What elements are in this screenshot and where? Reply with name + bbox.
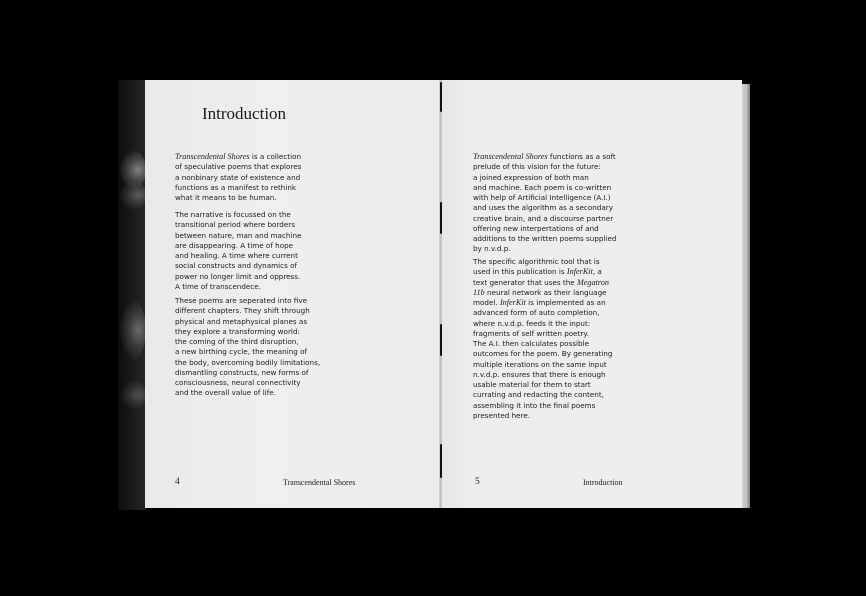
body-text: the body, overcoming bodily limitations, bbox=[175, 357, 321, 367]
body-text: a joined expression of both man bbox=[473, 172, 589, 182]
right-paragraph-1 bbox=[473, 152, 616, 255]
body-text: currating and redacting the content, bbox=[473, 390, 604, 400]
body-text: the coming of the third disruption, bbox=[175, 337, 299, 346]
body-text: neural network as their language bbox=[484, 287, 607, 297]
left-running-title: Transcendental Shores bbox=[283, 478, 356, 487]
body-text: and uses the algorithm as a secondary bbox=[473, 203, 613, 213]
left-paragraph-2 bbox=[175, 210, 301, 292]
italic-title-text: 11b bbox=[473, 287, 485, 297]
body-text: and healing. A time where current bbox=[175, 251, 298, 260]
body-text: functions as a soft bbox=[547, 152, 616, 161]
left-paragraph-1 bbox=[175, 152, 301, 203]
body-text: functions as a manifest to rethink bbox=[175, 182, 297, 192]
body-text: consciousness, neural connectivity bbox=[175, 378, 301, 387]
right-paragraph-2 bbox=[473, 257, 613, 421]
body-text: additions to the written poems supplied bbox=[473, 234, 617, 243]
body-text: A time of transcendece. bbox=[175, 281, 261, 291]
body-text: by n.v.d.p. bbox=[473, 244, 511, 254]
right-running-title: Introduction bbox=[583, 478, 623, 487]
body-text: they explore a transforming world: bbox=[175, 326, 300, 336]
body-text: model. bbox=[473, 298, 500, 307]
body-text: creative brain, and a discourse partner bbox=[473, 213, 614, 223]
body-text: is implemented as an bbox=[525, 298, 606, 307]
italic-title-text: InferKit bbox=[566, 267, 593, 277]
body-text: with help of Artificial Intelligence (A.I.) bbox=[473, 193, 611, 202]
body-text: outcomes for the poem. By generating bbox=[473, 349, 613, 359]
body-text: are disappearing. A time of hope bbox=[175, 240, 294, 250]
cover-swirl-image bbox=[120, 380, 146, 410]
body-text: and the overall value of life. bbox=[175, 388, 276, 398]
italic-title-text: Transcendental Shores bbox=[473, 152, 548, 161]
body-text: is a collection bbox=[249, 152, 302, 161]
cover-swirl-image bbox=[120, 300, 146, 360]
italic-title-text: Megatron bbox=[576, 277, 609, 287]
body-text: what it means to be human. bbox=[175, 193, 277, 202]
body-text: These poems are seperated into five bbox=[175, 296, 307, 305]
body-text: The narrative is focussed on the bbox=[175, 210, 291, 219]
cover-swirl-image bbox=[120, 180, 146, 210]
body-text: different chapters. They shift through bbox=[175, 306, 310, 316]
body-text: social constructs and dynamics of bbox=[175, 261, 298, 271]
body-text: , a bbox=[592, 267, 602, 277]
body-text: and machine. Each poem is co-written bbox=[473, 182, 612, 192]
body-text: advanced form of auto completion, bbox=[473, 308, 600, 318]
body-text: fragments of self written poetry. bbox=[473, 328, 589, 338]
body-text: n.v.d.p. ensures that there is enough bbox=[473, 369, 606, 379]
right-page-number: 5 bbox=[475, 477, 480, 487]
body-text: between nature, man and machine bbox=[175, 230, 302, 240]
left-page bbox=[145, 80, 441, 508]
body-text: The A.I. then calculates possible bbox=[473, 339, 590, 348]
italic-title-text: Transcendental Shores bbox=[175, 152, 250, 161]
left-page-number: 4 bbox=[175, 477, 180, 487]
body-text: text generator that uses the bbox=[473, 277, 577, 287]
body-text: dismantling constructs, new forms of bbox=[175, 367, 309, 377]
body-text: usable material for them to start bbox=[473, 380, 591, 389]
body-text: physical and metaphysical planes as bbox=[175, 316, 308, 326]
body-text: used in this publication is bbox=[473, 267, 567, 277]
body-text: a new birthing cycle, the meaning of bbox=[175, 347, 308, 357]
body-text: offering new interpertations of and bbox=[473, 223, 599, 233]
body-text: multiple iterations on the same input bbox=[473, 359, 607, 369]
body-text: power no longer limit and oppress. bbox=[175, 271, 301, 281]
body-text: transitional period where borders bbox=[175, 220, 295, 230]
right-page bbox=[442, 80, 742, 508]
italic-title-text: InferKit bbox=[499, 298, 526, 307]
body-text: prelude of this vision for the future: bbox=[473, 162, 601, 172]
left-paragraph-3 bbox=[175, 296, 320, 399]
body-text: assembling it into the final poems bbox=[473, 400, 596, 410]
body-text: presented here. bbox=[473, 410, 531, 420]
body-text: of speculative poems that explores bbox=[175, 162, 302, 172]
page-stack-edge bbox=[742, 84, 750, 508]
open-booklet bbox=[118, 80, 756, 510]
body-text: The specific algorithmic tool that is bbox=[473, 257, 600, 266]
body-text: a nonbinary state of existence and bbox=[175, 172, 301, 182]
cover-edge bbox=[118, 80, 146, 510]
page-heading: Introduction bbox=[202, 104, 287, 123]
body-text: where n.v.d.p. feeds it the input: bbox=[473, 318, 591, 328]
